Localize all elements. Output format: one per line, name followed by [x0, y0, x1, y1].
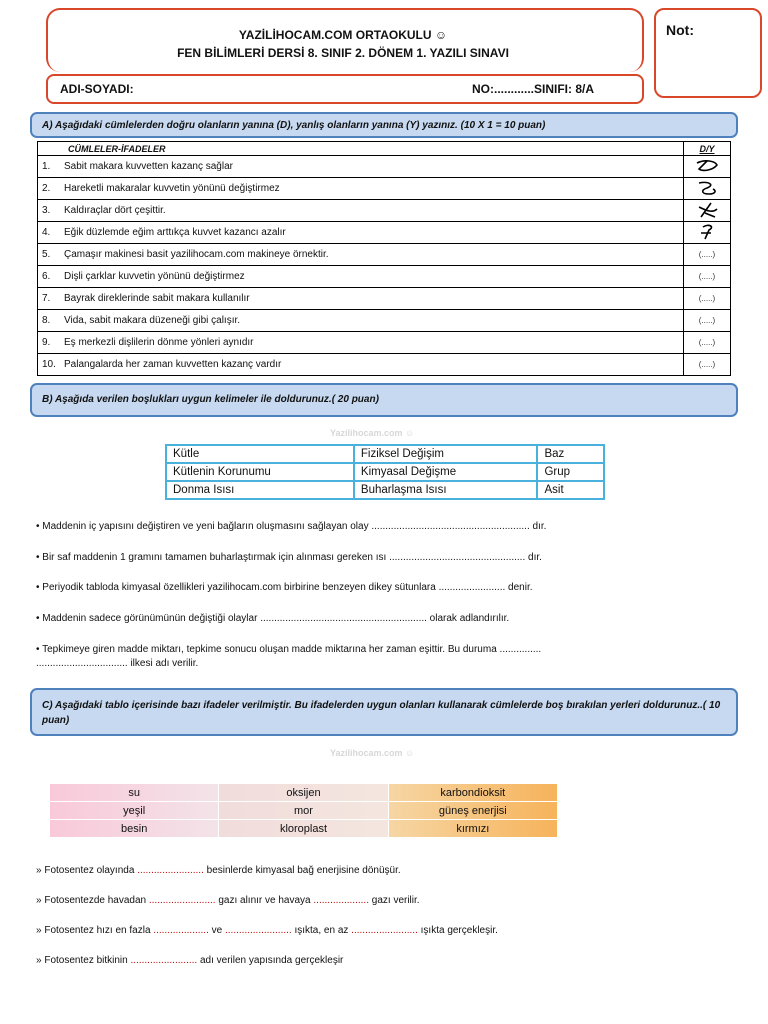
answer-cell[interactable]: (.....) — [684, 354, 731, 376]
word-cell: Grup — [537, 463, 604, 481]
answer-cell[interactable]: (.....) — [684, 244, 731, 266]
table-row — [38, 222, 731, 244]
word-row — [166, 463, 604, 481]
name-label: ADI-SOYADI: — [60, 82, 134, 96]
word-row — [166, 445, 604, 463]
word-cell: Baz — [537, 445, 604, 463]
sentence-c1: » Fotosentez olayında ........................ besinlerde kimyasal bağ enerjisine dönüşür. — [36, 865, 401, 876]
sentence-c3: » Fotosentez hızı en fazla .................... ve ........................ ışıkta, en az ........................ ışıkta gerçekleşir. — [36, 925, 498, 936]
word-cell: kırmızı — [389, 820, 558, 838]
word-row — [50, 820, 558, 838]
table-row — [38, 156, 731, 178]
table-row — [38, 266, 731, 288]
table-header-row — [38, 142, 731, 156]
watermark-c: Yazilihocam.com ☺ — [330, 748, 415, 758]
row-number: 5. — [42, 249, 51, 260]
answer-cell[interactable] — [684, 200, 731, 222]
row-number: 4. — [42, 227, 51, 238]
school-title: YAZİLİHOCAM.COM ORTAOKULU ☺ — [238, 28, 448, 42]
word-bank-c — [50, 784, 558, 840]
word-cell: Kimyasal Değişme — [354, 463, 538, 481]
grade-label: Not: — [666, 22, 694, 38]
section-a-title: A) Aşağıdaki cümlelerden doğru olanların yanına (D), yanlış olanların yanına (Y) yazınız. (10 X 1 = 10 puan) — [42, 120, 546, 131]
exam-title: FEN BİLİMLERİ DERSİ 8. SINIF 2. DÖNEM 1. YAZILI SINAVI — [177, 46, 509, 60]
row-text: Eğik düzlemde eğim arttıkça kuvvet kazancı azalır — [64, 227, 286, 238]
dy-header: D/Y — [684, 142, 731, 156]
blank[interactable]: ........................ — [137, 865, 204, 876]
row-number: 6. — [42, 271, 51, 282]
blank[interactable]: .................... — [153, 925, 209, 936]
word-bank-b — [165, 444, 605, 500]
true-false-table — [37, 141, 731, 376]
question-b5-line1: • Tepkimeye giren madde miktarı, tepkime sonucu oluşan madde miktarına her zaman eşittir. Bu duruma ............... — [36, 644, 542, 655]
table-row — [38, 288, 731, 310]
section-c-title: C) Aşağıdaki tablo içerisinde bazı ifadeler verilmiştir. Bu ifadelerden uygun olanları kullanarak cümlelerde boş bırakılan yerleri doldurunuz..( 10 puan) — [42, 700, 721, 726]
section-a-header — [30, 112, 738, 138]
question-b4: • Maddenin sadece görünümünün değiştiği olaylar ............................................................ olarak adlandırılır. — [36, 613, 510, 624]
word-row — [166, 481, 604, 499]
row-number: 9. — [42, 337, 51, 348]
blank[interactable]: ........................ — [130, 955, 198, 966]
question-b2: • Bir saf maddenin 1 gramını tamamen buharlaştırmak için alınması gereken ısı ................................................. dır. — [36, 552, 542, 563]
row-number: 2. — [42, 183, 51, 194]
answer-cell[interactable] — [684, 156, 731, 178]
watermark-b: Yazilihocam.com ☺ — [330, 428, 415, 438]
word-cell: Buharlaşma Isısı — [354, 481, 538, 499]
answer-cell[interactable]: (.....) — [684, 288, 731, 310]
section-c-header — [30, 688, 738, 736]
sentence-c2: » Fotosentezde havadan ........................ gazı alınır ve havaya .................... gazı verilir. — [36, 895, 420, 906]
handwritten-mark-icon — [693, 179, 721, 197]
row-text: Palangalarda her zaman kuvvetten kazanç vardır — [64, 359, 282, 370]
table-row — [38, 200, 731, 222]
answer-cell[interactable] — [684, 178, 731, 200]
word-cell: mor — [219, 802, 388, 820]
section-b-header — [30, 383, 738, 417]
handwritten-mark-icon — [693, 223, 721, 241]
word-cell: güneş enerjisi — [389, 802, 558, 820]
row-number: 8. — [42, 315, 51, 326]
blank[interactable]: .................... — [313, 895, 369, 906]
row-text: Sabit makara kuvvetten kazanç sağlar — [64, 161, 233, 172]
statements-header: CÜMLELER-İFADELER — [38, 142, 684, 156]
word-cell: kloroplast — [219, 820, 388, 838]
question-b3: • Periyodik tabloda kimyasal özellikleri yazilihocam.com birbirine benzeyen dikey sütunlara ........................ denir. — [36, 582, 533, 593]
table-row — [38, 178, 731, 200]
question-b5-line2: ................................. ilkesi adı verilir. — [36, 658, 199, 669]
answer-cell[interactable]: (.....) — [684, 266, 731, 288]
handwritten-mark-icon — [693, 157, 721, 175]
table-row — [38, 354, 731, 376]
word-cell: oksijen — [219, 784, 388, 802]
word-cell: Fiziksel Değişim — [354, 445, 538, 463]
word-row — [50, 802, 558, 820]
row-text: Çamaşır makinesi basit yazilihocam.com makineye örnektir. — [64, 249, 329, 260]
number-class-label: NO:............SINIFI: 8/A — [472, 82, 595, 96]
row-text: Vida, sabit makara düzeneği gibi çalışır. — [64, 315, 241, 326]
row-number: 1. — [42, 161, 51, 172]
answer-cell[interactable] — [684, 222, 731, 244]
handwritten-mark-icon — [693, 201, 721, 219]
answer-cell[interactable]: (.....) — [684, 310, 731, 332]
grade-box — [654, 8, 762, 98]
table-row — [38, 310, 731, 332]
word-cell: yeşil — [50, 802, 219, 820]
blank[interactable]: ........................ — [225, 925, 292, 936]
word-cell: karbondioksit — [389, 784, 558, 802]
row-text: Dişli çarklar kuvvetin yönünü değiştirmez — [64, 271, 245, 282]
student-info-bar — [46, 74, 644, 104]
row-text: Kaldıraçlar dört çeşittir. — [64, 205, 166, 216]
word-cell: su — [50, 784, 219, 802]
row-text: Hareketli makaralar kuvvetin yönünü değiştirmez — [64, 183, 280, 194]
blank[interactable]: ........................ — [148, 895, 216, 906]
word-cell: Kütle — [166, 445, 354, 463]
row-number: 3. — [42, 205, 51, 216]
word-cell: Kütlenin Korunumu — [166, 463, 354, 481]
question-b1: • Maddenin iç yapısını değiştiren ve yeni bağların oluşmasını sağlayan olay ......................................................... dır. — [36, 521, 547, 532]
word-cell: Donma Isısı — [166, 481, 354, 499]
blank[interactable]: ........................ — [351, 925, 418, 936]
word-cell: Asit — [537, 481, 604, 499]
word-cell: besin — [50, 820, 219, 838]
row-text: Eş merkezli dişlilerin dönme yönleri aynıdır — [64, 337, 254, 348]
row-number: 10. — [42, 359, 56, 370]
table-row — [38, 332, 731, 354]
row-text: Bayrak direklerinde sabit makara kullanılır — [64, 293, 250, 304]
table-row — [38, 244, 731, 266]
answer-cell[interactable]: (.....) — [684, 332, 731, 354]
row-number: 7. — [42, 293, 51, 304]
sentence-c4: » Fotosentez bitkinin ........................ adı verilen yapısında gerçekleşir — [36, 955, 344, 966]
section-b-title: B) Aşağıda verilen boşlukları uygun kelimeler ile doldurunuz.( 20 puan) — [42, 394, 379, 405]
word-row — [50, 784, 558, 802]
